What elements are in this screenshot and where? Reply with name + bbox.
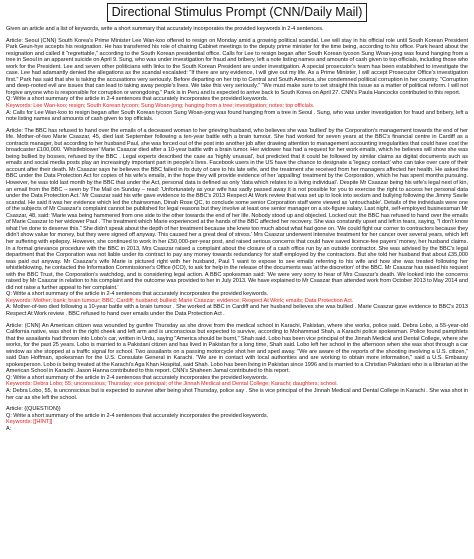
example-3 bbox=[6, 323, 468, 402]
example-1-keywords: Keywords: Lee Wan-koo; resign; South Korean tycoon; Sung Woan-jong; hanging from a tree; investigation; notes; top officials. bbox=[6, 103, 315, 110]
example-1-article: Article: Seoul (CNN) South Korea's Prime Minister Lee Wan-koo offered to resign on Monday amid a growing political scandal. Lee will stay in his official role until South Korean President Park Geun-hye accepts his resignation. He has transferred his role of chairing Cabinet meetings to the deputy prime minister for the time being, according to his office. Park heard about the resignation and called it "regrettable," according to the South Korean presidential office. Calls for Lee to resign began after South Korean tycoon Sung Woan-jong was found hanging from a tree in Seoul in an apparent suicide on April 9. Sung, who was under investigation for fraud and bribery, left a note listing names and amounts of cash given to top officials, including those who work for the President. Lee and seven other politicians with links to the South Korean President are under investigation. A special prosecutor's team has been established to investigate the case. Lee had adamantly denied the allegations as the scandal escalated: "If there are any evidence, I will give out my life. As a Prime Minister, I will accept Prosecutor Office's investigation first." Park has said that she is taking the accusations very seriously. Before departing on her trip to Central and South America, she condemned political corruption in her country. "Corruption and deep-rooted evil are issues that can lead to taking away people's lives. We take this very seriously." "We must make sure to set straight this issue as a matter of political reform. I will not forgive anyone who is responsible for corruption or wrongdoing." Park is in Peru and is expected to arrive back to South Korea on April 27. CNN's Paula Hancocks contributed to this report. bbox=[6, 37, 468, 96]
example-1-question: Q: Write a short summary of the article in 2-4 sentences that accurately incorporates the provided keywords. bbox=[6, 96, 269, 103]
example-3-answer: A: Debra Lobo, 55, is unconscious but is expected to survive after being shot Thursday, police say . She is vice principal of the Jinnah Medical and Dental College in Karachi . She was shot in her car as she left the school. bbox=[6, 387, 468, 401]
example-1-answer: A: Calls for Lee Wan-koo to resign began after South Korean tycoon Sung Woan-jong was found hanging from a tree in Seoul . Sung, who was under investigation for fraud and bribery, left a note listing names and amounts of cash given to top officials. bbox=[6, 109, 468, 123]
instruction-text: Given an article and a list of keywords, write a short summary that accurately incorporates the provided keywords in 2-4 sentences. bbox=[6, 26, 324, 32]
example-2-answer: A: Mother-of-two died following a 10-year battle with a brain tumour . She worked at BBC in Cardiff and her husband believes she was bullied . Marie Csaszar gave evidence to BBC's 2013 Respect At Work review . BBC refused to hand over emails under the Data Protection Act . bbox=[6, 304, 468, 317]
prompt-body bbox=[6, 26, 468, 432]
template-answer: A: bbox=[6, 425, 12, 432]
template-block bbox=[6, 406, 468, 432]
example-3-question: Q: Write a short summary of the article in 2-4 sentences that accurately incorporates the provided keywords. bbox=[6, 374, 269, 381]
example-2-article: Article: The BBC has refused to hand over the emails of a deceased woman to her grieving husband, who believes she was 'bullied' by the Corporation's management towards the end of her life. Mother-of-two Marie Csaszar, 45, died last September following a ten-year battle with a brain tumour. She had worked for seven years at the BBC's financial centre in Cardiff as a contracts manager, but according to her husband Paul, she was forced out of the post into another job after drawing attention to management accounting irregularities that could have cost the broadcaster £100,000. 'Whistleblower' Marie Csaszar died after a 10-year battle with a brain tumor. Her widower has had a request for her work emails, which he believes will show she was being bullied by bosses, refused by the BBC . Legal experts described the case as 'highly unusual', but predicted that it could be followed by similar claims as digital documents such as emails and social media posts play an increasingly important part in people's lives. Facebook users in the US have the chance to designate a 'legacy contact' who can take over care of their account after their death. Mr Csaszar says he believes the BBC failed in its duty of care to his late wife, and the treatment she received from her managers affected her health. He asked the BBC under the Data Protection Act for copies of his wife's emails, in the hope they will provide evidence of her 'appalling' treatment by the Corporation, which he has spent months pursuing. However, he was told last month by the BBC that under the Act, personal data is defined as only 'data which relates to a living individual'. Despite Mr Csaszar being his wife's legal next of kin, an email from the BBC – seen by The Mail on Sunday – read: 'Unfortunately as your wife has sadly passed away it is not possible for you to exercise the right to access her personal data under the Data Protection Act.' Mr Csaszar said his wife gave evidence to the BBC's 2013 Respect At Work review that was set up to look into sexism and bullying following the Jimmy Savile scandal. He said it was her evidence which led the chairwoman, Dinah Rose QC, to conclude some senior Corporation staff were viewed as 'untouchable'. Details of the individuals were one of the subjects of Mr Csaszar's complaint cannot be published for legal reasons but they involve at least one senior manager on a six-figure salary. Last night, self-employed businessman Mr Csaszar, 48, said: 'Marie was being hammered from one side to the other towards the end of her life. Nobody stood up and objected. Locked out: the BBC has refused to hand over the emails of Marie Csaszar to her widower Paul . 'The treatment which Marie experienced at the hands of the BBC affected her recovery. She was constantly upset and left in tears, saying, "I don't know what I've done to deserve this." She didn't speak about the depth of her treatment because she knew too much about what had gone on. 'We could fight our corner to contractors because they didn't show value for money, but they were signed off anyway. This caused her a great deal of stress.' Mrs Csaszar underwent intensive treatment for her cancer over several years, which left her suffering with epilepsy. However, she continued to work in her £50,000-per-year post, and raised serious concerns that could have saved licence-fee payers' money, her husband claims. In a formal grievance procedure with the BBC in 2013, Mrs Csaszar raised a complaint about the closure of a cash office run by an outside contractor. She was advised by the BBC's legal department that the Corporation was not liable under its contract to pay any money towards redundancy for staff employed by the contractors. But she told her husband that about £35,000 was paid out anyway. Mr Csaszar's wife Marie is pictured right with her husband, Paul 'I want to expose to see emails referring to his wife and how she was treated following her whistleblowing, he contacted the Information Commissioner's Office (ICO), to ask for help in the release of the documents was 'at the discretion' of the BBC. Mr Csaszar has raised his request with the BBC Trust, the Corporation's watchdog, and is considering legal action. A BBC spokesman said: 'We were very sorry to hear of Mrs Csaszar's death. We looked into the concerns raised by Mr Csaszar in relation to his complaint and the outcome was provided to her in July 2013. We have explained to Mr Csaszar than attended work from October 2013 to May 2014 and did not raise a further appeal to her complaint.' bbox=[6, 127, 468, 291]
template-article: Article: {{QUESTION}} bbox=[6, 406, 61, 413]
template-keywords: Keywords: [[HINT]] bbox=[6, 419, 53, 426]
example-3-article: Article: (CNN) An American citizen was wounded by gunfire Thursday as she drove from the medical school in Karachi, Pakistan, where she works, police said. Debra Lobo, a 55-year-old California native, was shot in the right cheek and left arm and is unconscious but expected to survive, according to Mohammad Shah, a Karachi police spokesman. Police found pamphlets that the assailants had thrown into Lobo's car, written in Urdu, saying "America should be burnt," Shah said. Lobo has been vice principal of the Jinnah Medical and Dental College, where she works, for the past 25 years. Lobo is married to a Pakistani citizen and has lived in Pakistan for a long time, Shah said. Lobo left her school in the afternoon when she was shot through a car window as she stopped at a traffic signal for school. Two assailants on a passing motorcycle shot her and sped away. "We are aware of the reports of the shooting involving a U.S. citizen," said Dan Hoffman, spokesman for the U.S. Consulate General in Karachi. "We are in contact with local authorities and are working to obtain more information," said a U.S. Embassy spokesperson. Lobo is being treated at the Karachi's Aga Khan Hospital, said Shah. Lobo has been living in Pakistan since 1996 and is married to a Christian Pakistani who is a librarian at the American School in Karachi. Jason Hanna contributed to this report. CNN's Shaheen Jamal contributed to this report. bbox=[6, 322, 468, 375]
template-question: Q: Write a short summary of the article in 2-4 sentences that accurately incorporates the provided keywords. bbox=[6, 412, 269, 419]
page-title: Directional Stimulus Prompt (CNN/Daily Mail) bbox=[107, 3, 367, 22]
example-2-keywords: Keywords: Mother; bank; brain tumour; BBC; Cardiff; husband; bullied; Marie Csaszar; evidence; Respect At Work; emails; Data Protection Act. bbox=[6, 297, 354, 304]
example-2-question: Q: Write a short summary of the article in 2-4 sentences that accurately incorporates the provided keywords. bbox=[6, 291, 269, 298]
example-1 bbox=[6, 38, 468, 123]
example-2 bbox=[6, 128, 468, 318]
example-3-keywords: Keywords: Debra Lobo; 55; unconscious; Thursday; vice principal; of the Jinnah Medical and Dental College; Karachi; daughters; school. bbox=[6, 381, 338, 388]
